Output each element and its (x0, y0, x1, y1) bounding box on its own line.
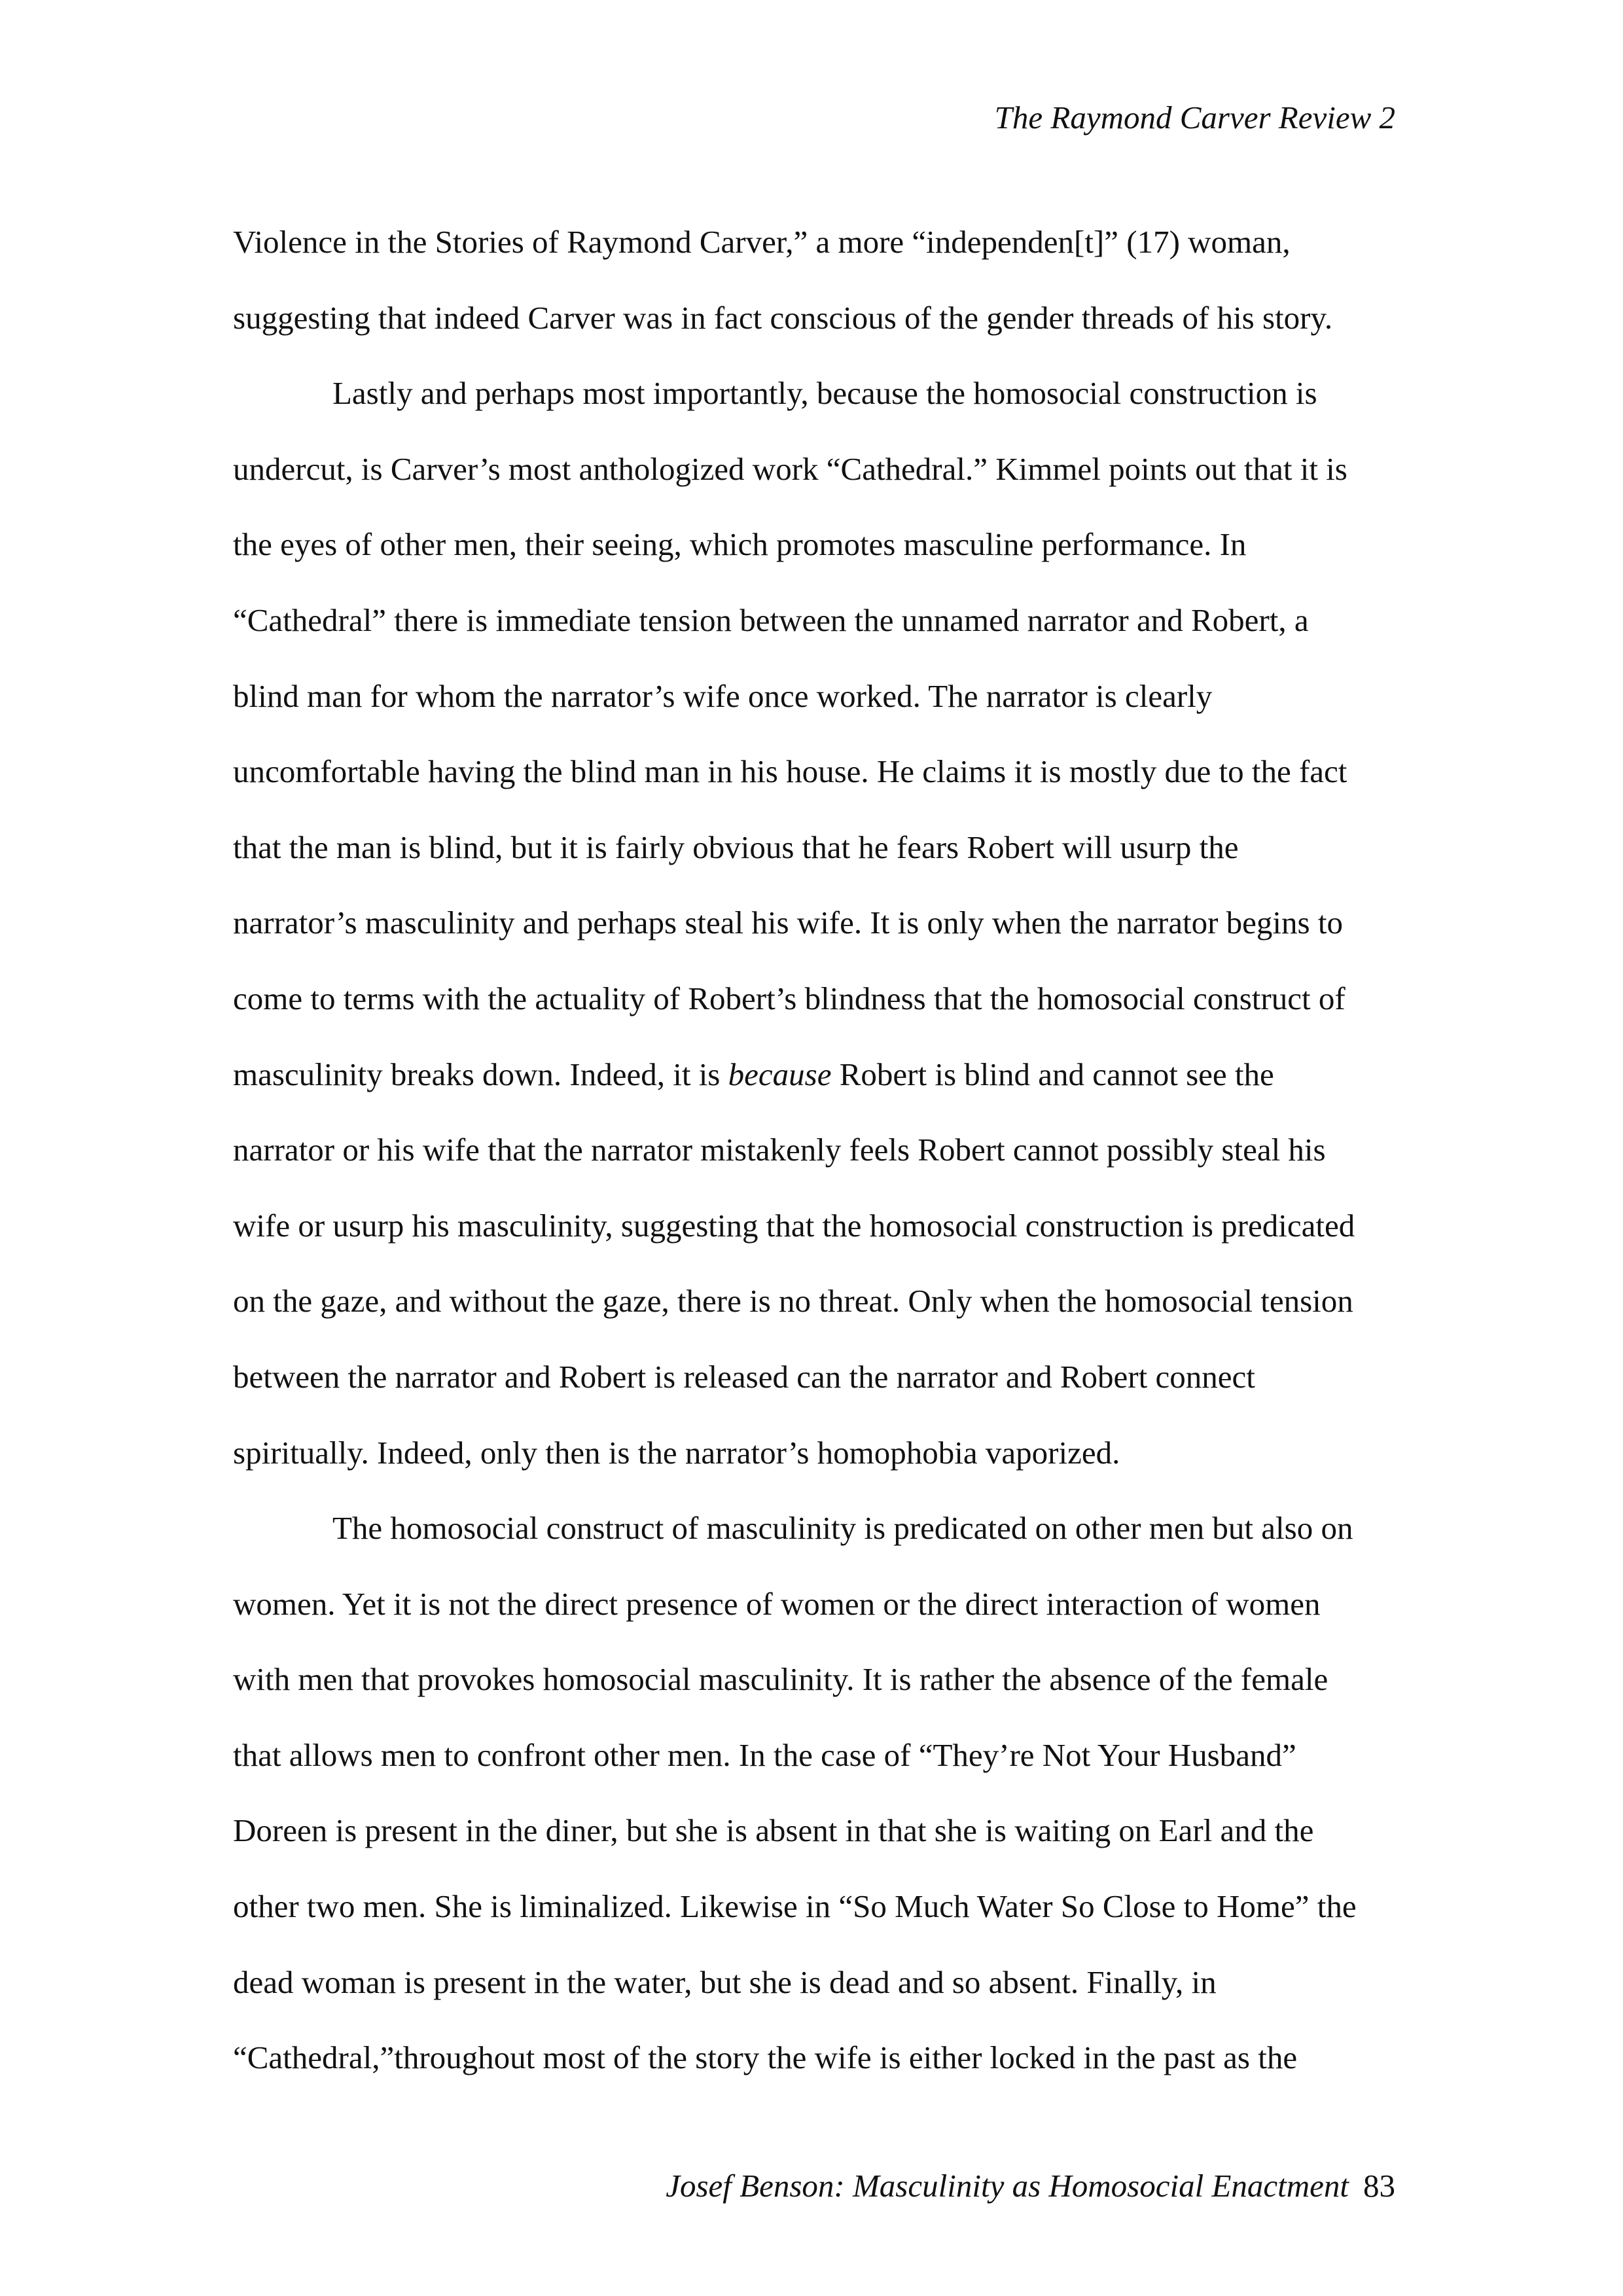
text-line: Doreen is present in the diner, but she is absent in that she is waiting on Earl and the (233, 1812, 1314, 1849)
emphasized-word: because (728, 1056, 832, 1092)
text-line (233, 1037, 1398, 1113)
text-line: dead woman is present in the water, but she is dead and so absent. Finally, in (233, 1964, 1217, 2000)
text-line: narrator or his wife that the narrator mistakenly feels Robert cannot possibly steal his (233, 1132, 1326, 1168)
text-segment: Robert is blind and cannot see the (831, 1056, 1274, 1092)
text-line: undercut, is Carver’s most anthologized work “Cathedral.” Kimmel points out that it is (233, 450, 1347, 487)
text-line: between the narrator and Robert is released can the narrator and Robert connect (233, 1358, 1255, 1395)
footer-article-title: Josef Benson: Masculinity as Homosocial Enactment (666, 2168, 1349, 2204)
text-line: “Cathedral,”throughout most of the story the wife is either locked in the past as the (233, 2039, 1298, 2076)
page-footer (666, 2166, 1395, 2206)
article-body (233, 204, 1398, 2096)
text-line: Violence in the Stories of Raymond Carver,” a more “independen[t]” (17) woman, (233, 224, 1291, 260)
text-line: other two men. She is liminalized. Likewise in “So Much Water So Close to Home” the (233, 1888, 1357, 1925)
text-line: that allows men to confront other men. In the case of “They’re Not Your Husband” (233, 1736, 1296, 1773)
text-line: The homosocial construct of masculinity is predicated on other men but also on (332, 1510, 1353, 1547)
text-line: “Cathedral” there is immediate tension between the unnamed narrator and Robert, a (233, 601, 1309, 638)
text-line: uncomfortable having the blind man in his house. He claims it is mostly due to the fact (233, 753, 1347, 790)
text-line: Lastly and perhaps most importantly, because the homosocial construction is (332, 375, 1317, 412)
text-line: women. Yet it is not the direct presence of women or the direct interaction of women (233, 1585, 1321, 1622)
text-line: spiritually. Indeed, only then is the narrator’s homophobia vaporized. (233, 1434, 1120, 1471)
text-line: the eyes of other men, their seeing, which promotes masculine performance. In (233, 526, 1247, 563)
text-line: blind man for whom the narrator’s wife once worked. The narrator is clearly (233, 677, 1213, 714)
text-line: come to terms with the actuality of Robert’s blindness that the homosocial construct of (233, 980, 1346, 1016)
text-line: that the man is blind, but it is fairly obvious that he fears Robert will usurp the (233, 829, 1239, 865)
text-line: wife or usurp his masculinity, suggesting that the homosocial construction is predicated (233, 1207, 1355, 1244)
text-line: with men that provokes homosocial masculinity. It is rather the absence of the female (233, 1661, 1329, 1698)
text-segment: masculinity breaks down. Indeed, it is (233, 1056, 728, 1092)
text-line: narrator’s masculinity and perhaps steal his wife. It is only when the narrator begins to (233, 905, 1343, 941)
text-line: suggesting that indeed Carver was in fact conscious of the gender threads of his story. (233, 299, 1333, 336)
page-number: 83 (1363, 2168, 1395, 2204)
text-line: on the gaze, and without the gaze, there is no threat. Only when the homosocial tension (233, 1283, 1353, 1319)
running-header-title: The Raymond Carver Review 2 (994, 99, 1395, 135)
